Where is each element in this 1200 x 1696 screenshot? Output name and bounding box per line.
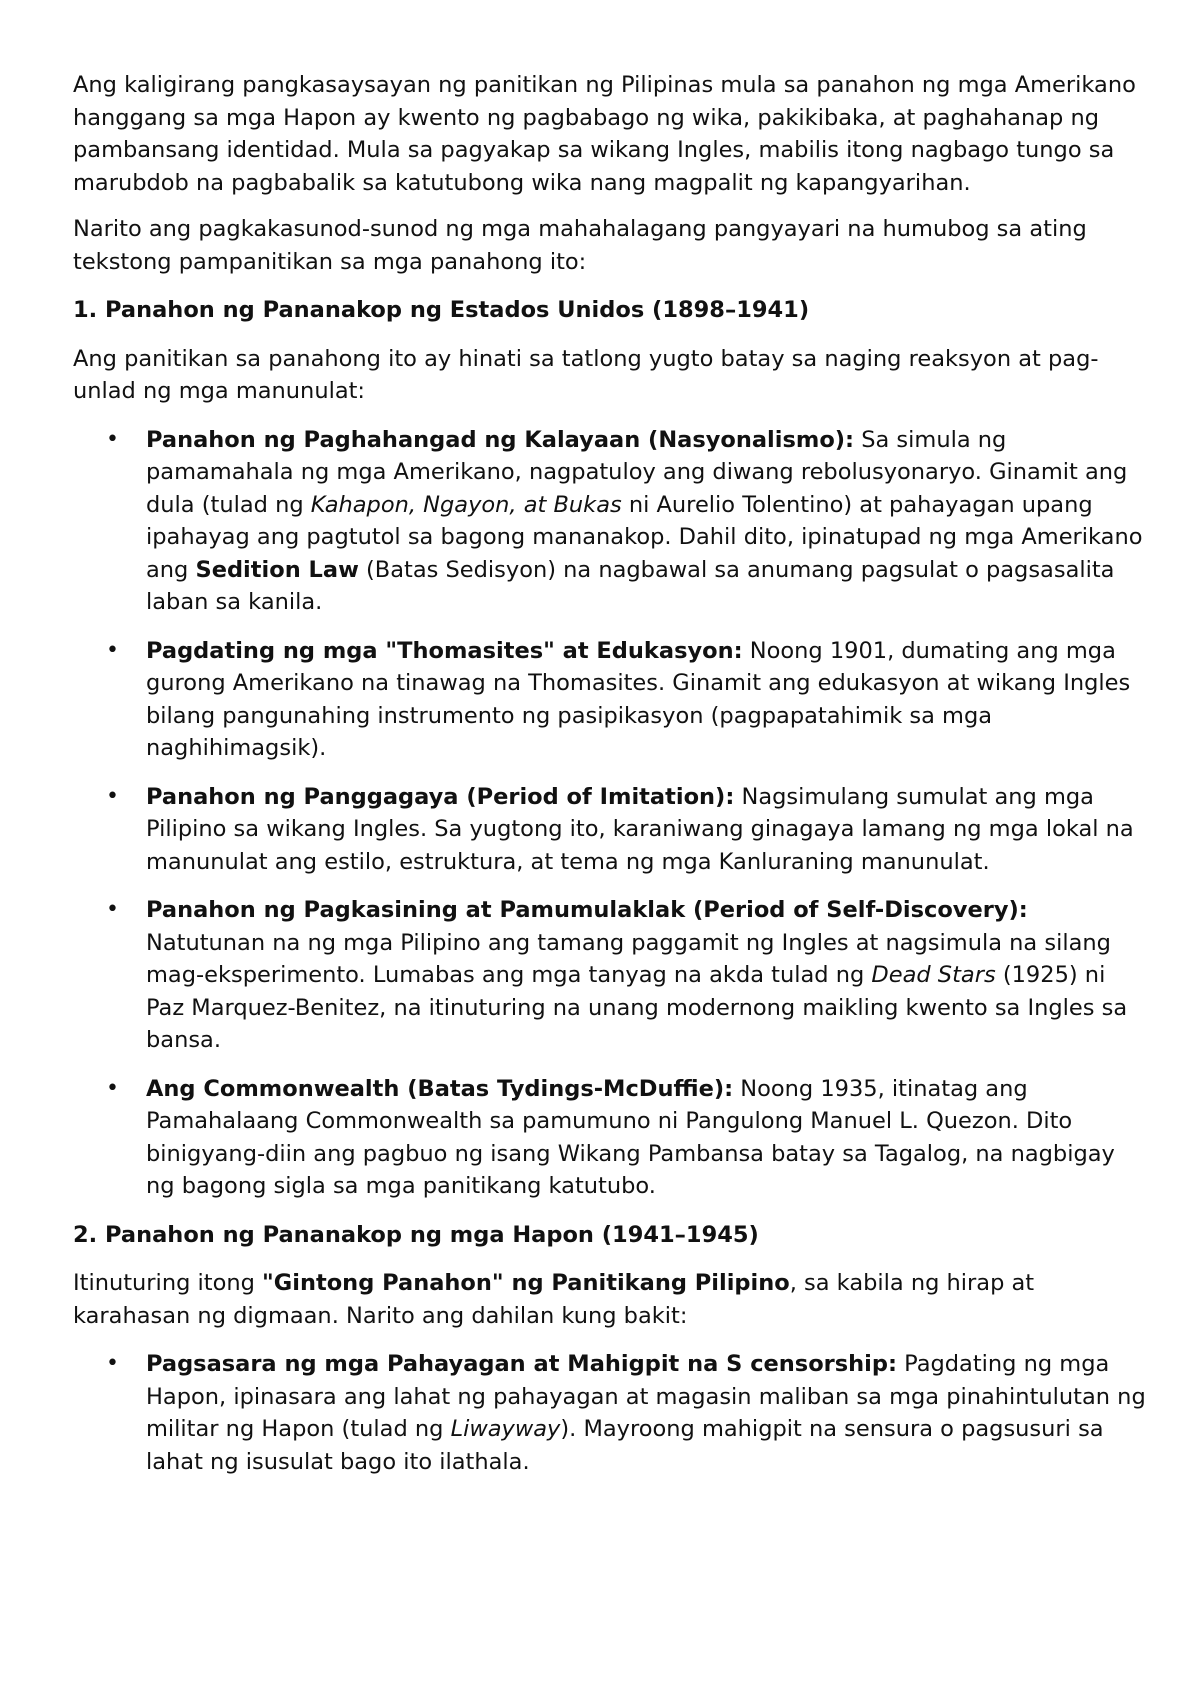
list-item xyxy=(73,635,1146,765)
section-2-heading xyxy=(73,1219,1143,1252)
list-item xyxy=(73,781,1146,879)
lead-text: , sa kabila ng hirap at karahasan ng digmaan. Narito ang dahilan kung bakit: xyxy=(73,1270,1035,1329)
section-1-heading xyxy=(73,294,1143,327)
list-item-text: ). Mayroong mahigpit na sensura o pagsusuri sa lahat ng isusulat bago ito ilathala. xyxy=(146,1416,1104,1475)
section-1-heading-text: 1. Panahon ng Pananakop ng Estados Unidos (1898–1941) xyxy=(73,297,810,323)
emphasis-term: "Gintong Panahon" ng Panitikang Pilipino xyxy=(262,1270,790,1296)
emphasis-term: Sedition Law xyxy=(195,556,359,583)
work-title: Liwayway xyxy=(450,1416,561,1442)
work-title: Kahapon, Ngayon, at Bukas xyxy=(310,491,622,518)
list-item-text: Noong 1901, dumating ang mga gurong Amerikano na tinawag na Thomasites. Ginamit ang edukasyon at wikang Ingles bilang pangunahing instrumento ng pasipikasyon (pagpapatahimik sa mga naghihimagsik). xyxy=(146,637,1131,761)
list-item-title: Pagsasara ng mga Pahayagan at Mahigpit na S censorship: xyxy=(146,1351,897,1377)
intro-paragraph: Ang kaligirang pangkasaysayan ng panitikan ng Pilipinas mula sa panahon ng mga Amerikano hanggang sa mga Hapon ay kwento ng pagbabago ng wika, pakikibaka, at paghahanap ng pambansang identidad. Mula sa pagyakap sa wikang Ingles, mabilis itong nagbago tungo sa marubdob na pagbabalik sa katutubong wika nang magpalit ng kapangyarihan. xyxy=(73,72,1136,196)
list-item-title: Panahon ng Panggagaya (Period of Imitation): xyxy=(146,783,735,810)
list-item-title: Ang Commonwealth (Batas Tydings-McDuffie): xyxy=(146,1075,734,1102)
list-item xyxy=(73,424,1146,619)
list-item-text: Noong 1935, itinatag ang Pamahalaang Commonwealth sa pamumuno ni Pangulong Manuel L. Quezon. Dito binigyang-diin ang pagbuo ng isang Wikang Pambansa batay sa Tagalog, na nagbigay ng bagong sigla sa mga panitikang katutubo. xyxy=(146,1075,1115,1199)
list-item-title: Pagdating ng mga "Thomasites" at Edukasyon: xyxy=(146,637,743,664)
section-1-lead: Ang panitikan sa panahong ito ay hinati sa tatlong yugto batay sa naging reaksyon at pag-unlad ng mga manunulat: xyxy=(73,345,1099,404)
section-2-list xyxy=(73,1348,1200,1478)
section-2-lead xyxy=(73,1267,1143,1332)
section-1-list xyxy=(73,424,1200,1203)
list-item-text: Nagsimulang sumulat ang mga Pilipino sa wikang Ingles. Sa yugtong ito, karaniwang ginagaya lamang ng mga lokal na manunulat ang estilo, estruktura, at tema ng mga Kanluraning manunulat. xyxy=(146,783,1134,875)
list-item xyxy=(73,1073,1146,1203)
lead-text: Itinuturing itong xyxy=(73,1270,263,1296)
list-item xyxy=(73,1348,1146,1478)
list-item xyxy=(73,894,1146,1057)
list-item-title: Panahon ng Pagkasining at Pamumulaklak (Period of Self-Discovery): xyxy=(146,897,1028,923)
list-item-title: Panahon ng Paghahangad ng Kalayaan (Nasyonalismo): xyxy=(146,426,855,453)
list-item-text: Natutunan na ng mga Pilipino ang tamang paggamit ng Ingles at nagsimula na silang mag-eksperimento. Lumabas ang mga tanyag na akda tulad ng xyxy=(146,929,1111,988)
list-item-text: (1925) ni Paz Marquez-Benitez, na itinuturing na unang modernong maikling kwento sa Ingles sa bansa. xyxy=(146,962,1128,1053)
intro-paragraph-2: Narito ang pagkakasunod-sunod ng mga mahahalagang pangyayari na humubog sa ating tekstong pampanitikan sa mga panahong ito: xyxy=(73,216,1087,275)
list-item-text: Sa simula ng pamamahala ng mga Amerikano, nagpatuloy ang diwang rebolusyonaryo. Ginamit ang dula (tulad ng xyxy=(146,426,1128,518)
list-item-text: Pagdating ng mga Hapon, ipinasara ang lahat ng pahayagan at magasin maliban sa mga pinahintulutan ng militar ng Hapon (tulad ng xyxy=(146,1351,1146,1442)
list-item-text: (Batas Sedisyon) na nagbawal sa anumang pagsulat o pagsasalita laban sa kanila. xyxy=(146,556,1115,615)
section-2-heading-text: 2. Panahon ng Pananakop ng mga Hapon (1941–1945) xyxy=(73,1221,759,1248)
work-title: Dead Stars xyxy=(871,962,996,988)
list-item-text: ni Aurelio Tolentino) at pahayagan upang ipahayag ang pagtutol sa bagong mananakop. Dahil dito, ipinatupad ng mga Amerikano ang xyxy=(146,491,1143,583)
